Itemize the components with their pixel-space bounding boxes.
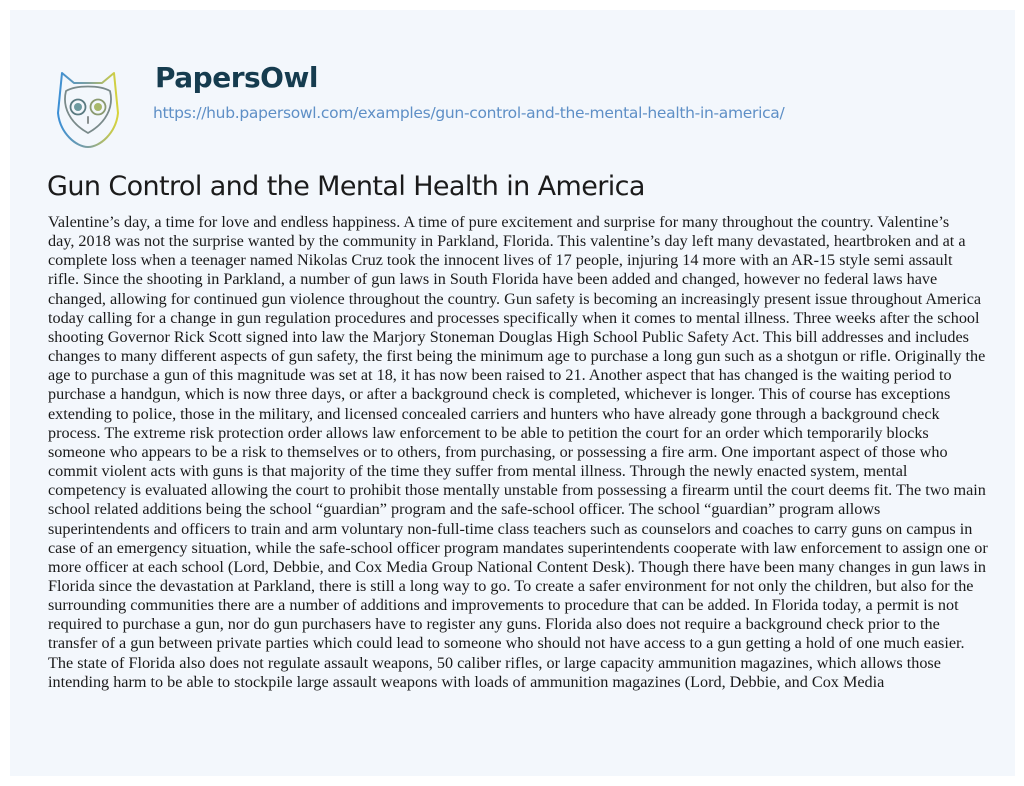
brand-name[interactable]: PapersOwl (155, 61, 318, 94)
source-url-link[interactable]: https://hub.papersowl.com/examples/gun-control-and-the-mental-health-in-america/ (153, 104, 785, 122)
body-line: Valentine’s day, a time for love and endless happiness. A time of pure excitement and surprise for many throughout the country. Valentine’s (48, 213, 950, 231)
body-line: today calling for a change in gun regulation procedures and processes specifically when it comes to mental illness. Three weeks after the school (48, 308, 980, 327)
body-line: someone who appears to be a risk to themselves or to others, from purchasing, or possessing a fire arm. One important aspect of those who (48, 442, 948, 461)
body-line: process. The extreme risk protection order allows law enforcement to be able to petition the court for an order which temporarily blocks (48, 423, 929, 442)
essay-body (48, 213, 1008, 692)
essay-title: Gun Control and the Mental Health in America (47, 171, 645, 202)
body-line: school related additions being the school “guardian” program and the safe-school officer. The school “guardian” program allows (48, 500, 881, 519)
body-line: age to purchase a gun of this magnitude was set at 18, it has now been raised to 21. Another aspect that has changed is the waiting period to (48, 366, 952, 385)
body-line: surrounding communities there are a number of additions and improvements to procedure that can be added. In Florida today, a permit is not (48, 596, 959, 615)
body-line: complete loss when a teenager named Nikolas Cruz took the innocent lives of 17 people, injuring 14 more with an AR-15 style semi assault (48, 251, 953, 270)
body-line: changed, allowing for continued gun violence throughout the country. Gun safety is becoming an increasingly present issue throughout America (48, 289, 982, 308)
body-line: day, 2018 was not the surprise wanted by the community in Parkland, Florida. This valentine’s day left many devastated, heartbroken and at a (48, 232, 966, 251)
body-line: shooting Governor Rick Scott signed into law the Marjory Stoneman Douglas High School Public Safety Act. This bill addresses and includes (48, 327, 969, 346)
body-line: rifle. Since the shooting in Parkland, a number of gun laws in South Florida have been added and changed, however no federal laws have (48, 270, 938, 289)
body-line: required to purchase a gun, nor do gun purchasers have to register any guns. Florida also does not require a background check prior to the (48, 615, 940, 634)
body-line: changes to many different aspects of gun safety, the first being the minimum age to purchase a long gun such as a shotgun or rifle. Originally the (48, 347, 986, 366)
body-line: The state of Florida also does not regulate assault weapons, 50 caliber rifles, or large capacity ammunition magazines, which allows those (48, 653, 941, 672)
body-line: more officer at each school (Lord, Debbie, and Cox Media Group National Content Desk). Though there have been many changes in gun laws in (48, 557, 987, 576)
body-line: commit violent acts with guns is that majority of the time they suffer from mental illness. Through the newly enacted system, mental (48, 462, 908, 481)
body-line: competency is evaluated allowing the court to prohibit those mentally unstable from possessing a firearm until the court deems fit. The two main (48, 481, 986, 500)
body-line: transfer of a gun between private parties which could lead to someone who should not have access to a gun getting a hold of one much easier. (48, 634, 965, 653)
body-line: purchase a handgun, which is now three days, or after a background check is completed, whichever is longer. This of course has exceptions (48, 385, 951, 404)
body-line: intending harm to be able to stockpile large assault weapons with loads of ammunition magazines (Lord, Debbie, and Cox Media (48, 672, 885, 691)
body-line: Florida since the devastation at Parkland, there is still a long way to go. To create a safer environment for not only the children, but also for the (48, 576, 974, 595)
body-line: case of an emergency situation, while the safe-school officer program mandates superintendents cooperate with law enforcement to assign one or (48, 538, 988, 557)
essay-card (10, 10, 1015, 776)
site-header (10, 10, 1015, 170)
body-line: superintendents and officers to train and arm voluntary non-full-time class teachers such as counselors and coaches to carry guns on campus in (48, 519, 973, 538)
body-line: extending to police, those in the military, and licensed concealed carriers and hunters who have already gone through a background check (48, 404, 940, 423)
owl-logo-icon[interactable] (50, 67, 126, 151)
